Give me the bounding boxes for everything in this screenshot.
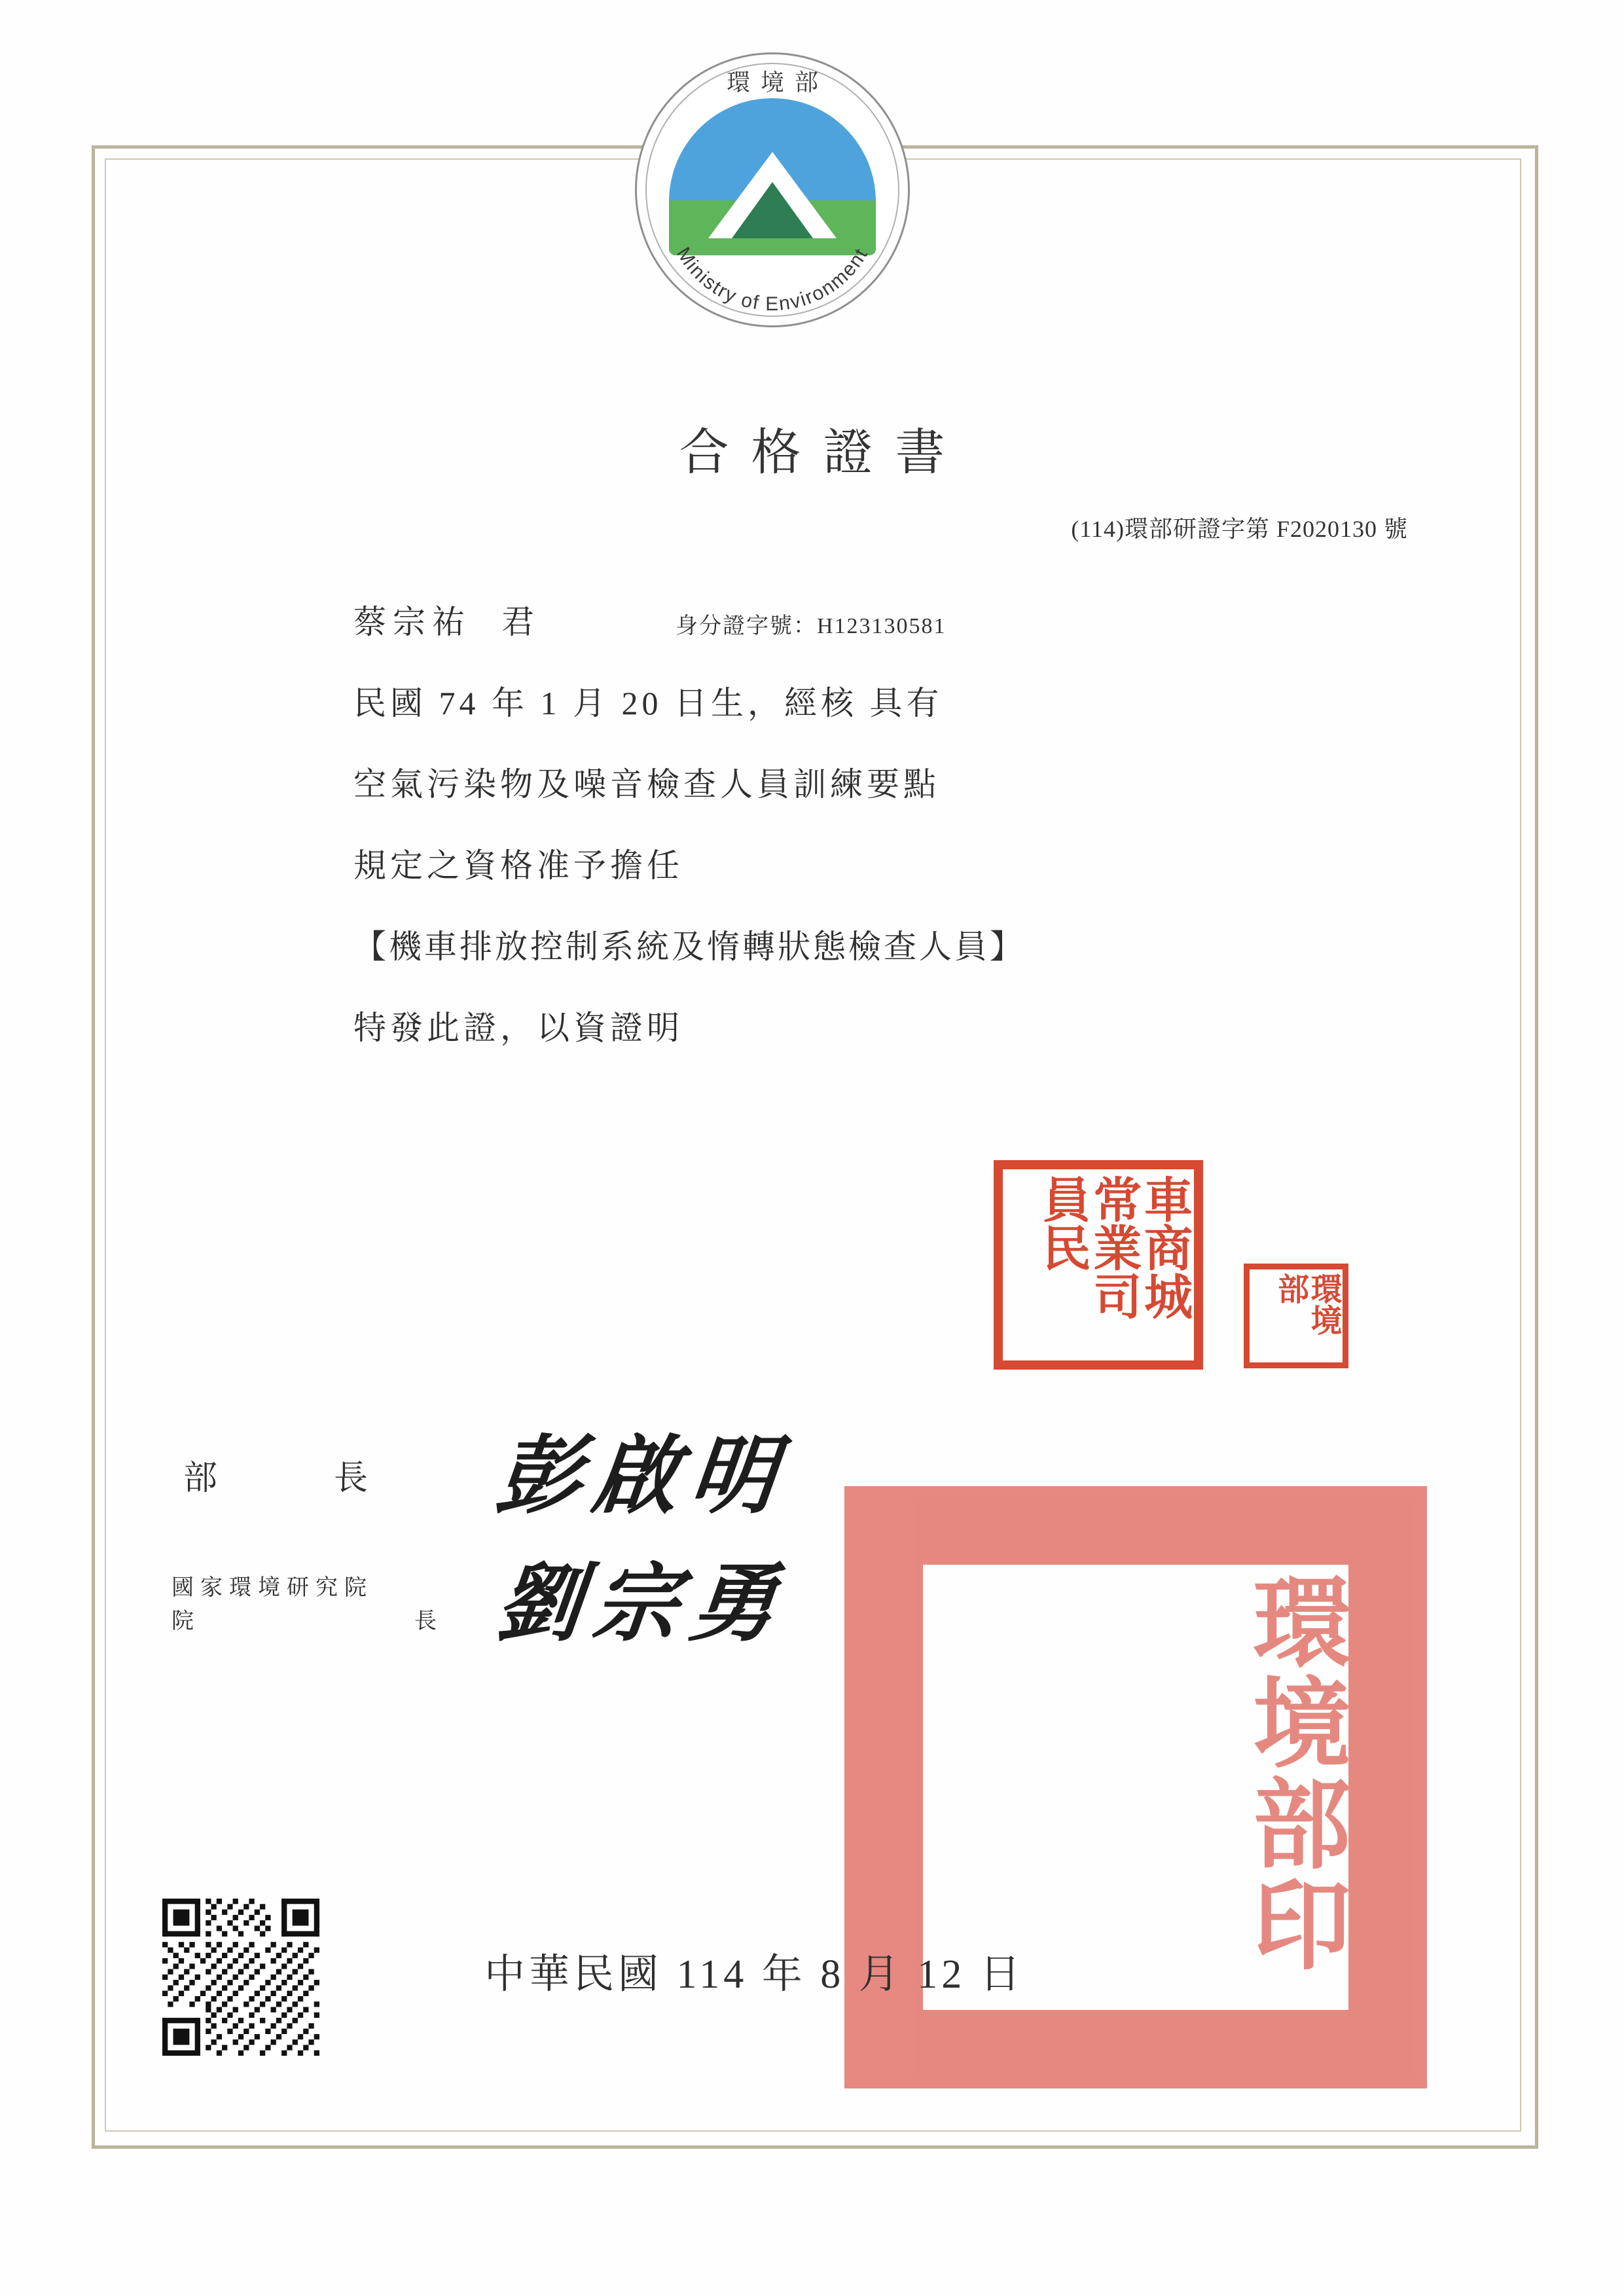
emblem-top-text: 環境部 — [726, 69, 829, 96]
institute-director-label — [171, 1605, 443, 1638]
minister-title — [183, 1450, 370, 1499]
issue-date: 中華民國 114 年 8 月 12 日 — [484, 1952, 1024, 1997]
recipient-id-label: 身分證字號： — [676, 614, 817, 638]
minister-signature: 彭啟明 — [492, 1430, 793, 1524]
ministry-emblem-icon — [635, 52, 910, 327]
certificate-body — [353, 596, 1375, 1083]
institute-director-char2: 長 — [414, 1609, 443, 1633]
body-line-qualification: 規定之資格准予擔任 — [353, 847, 683, 884]
body-line-training: 空氣污染物及噪音檢查人員訓練要點 — [353, 766, 940, 803]
institute-director-char1: 院 — [171, 1609, 200, 1633]
document-number: (114)環部研證字第 F2020130 號 — [1071, 516, 1408, 542]
page-title: 合格證書 — [679, 426, 967, 481]
body-line-closing: 特發此證，以資證明 — [353, 1010, 683, 1046]
minister-title-char2: 長 — [334, 1460, 371, 1497]
institute-title — [171, 1571, 443, 1638]
institute-director-signature: 劉宗勇 — [492, 1558, 793, 1652]
body-line-role: 【機車排放控制系統及惰轉狀態檢查人員】 — [353, 928, 1025, 965]
red-seal-small: 環境部 — [1244, 1264, 1348, 1368]
official-stamp-text: 環境部印 — [923, 1565, 1348, 2010]
svg-text:Ministry of Environment: Ministry of Environment — [672, 244, 873, 316]
qr-code — [162, 1899, 319, 2056]
institute-name: 國家環境研究院 — [171, 1576, 373, 1600]
minister-title-char1: 部 — [183, 1460, 221, 1497]
recipient-name: 蔡宗祐 — [353, 604, 471, 640]
red-seal-large: 車商城常業司員民 — [994, 1160, 1203, 1370]
recipient-id-value: H123130581 — [817, 614, 947, 638]
recipient-row — [353, 596, 1375, 643]
emblem-arc-text — [635, 52, 910, 327]
body-line-birth: 民國 74 年 1 月 20 日生，經核 具有 — [353, 685, 943, 721]
recipient-honorific: 君 — [501, 604, 538, 640]
